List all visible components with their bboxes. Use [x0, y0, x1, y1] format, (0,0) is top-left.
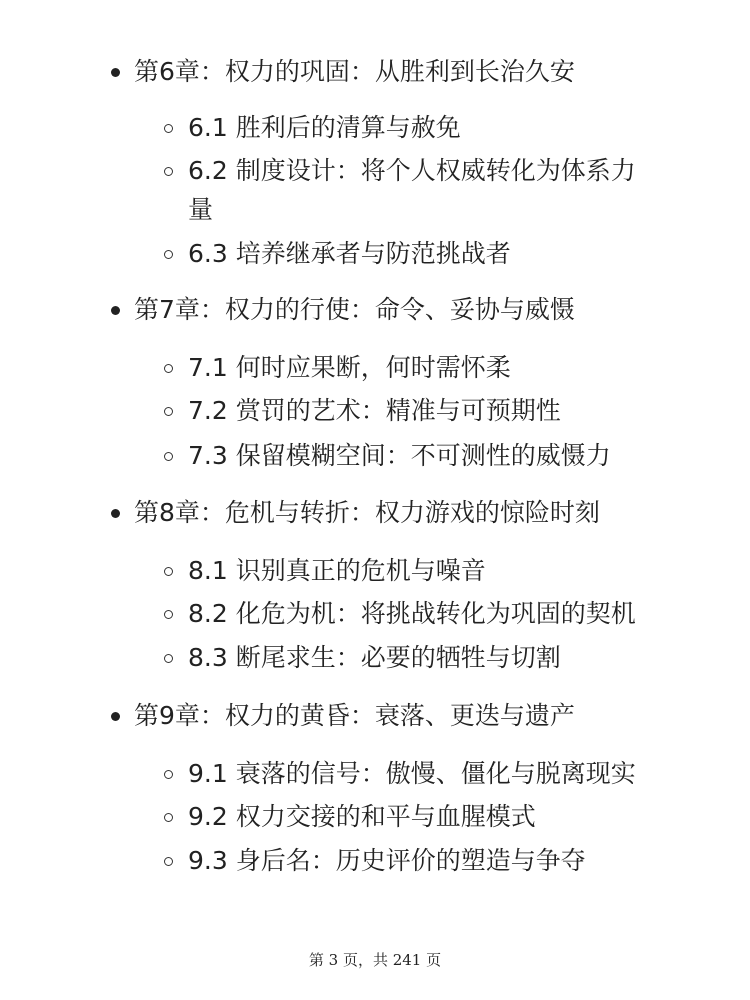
section-bullet [164, 452, 173, 461]
chapter-heading: 第6章：权力的巩固：从胜利到长治久安 [134, 57, 575, 86]
page-footer: 第 3 页，共 241 页 [308, 951, 442, 969]
section-item: 8.1 识别真正的危机与噪音 [188, 556, 486, 585]
section-bullet [164, 654, 173, 663]
chapter-bullet [111, 68, 120, 77]
section-item: 7.1 何时应果断，何时需怀柔 [188, 353, 511, 382]
section-item: 7.3 保留模糊空间：不可测性的威慑力 [188, 441, 611, 470]
section-item: 7.2 赏罚的艺术：精准与可预期性 [188, 396, 561, 425]
section-bullet [164, 813, 173, 822]
chapter-bullet [111, 712, 120, 721]
section-bullet [164, 407, 173, 416]
section-bullet [164, 770, 173, 779]
section-item: 6.1 胜利后的清算与赦免 [188, 113, 461, 142]
chapter-heading: 第9章：权力的黄昏：衰落、更迭与遗产 [134, 701, 575, 730]
section-bullet [164, 610, 173, 619]
section-item: 9.1 衰落的信号：傲慢、僵化与脱离现实 [188, 759, 636, 788]
section-bullet [164, 364, 173, 373]
section-bullet [164, 857, 173, 866]
section-item: 9.3 身后名：历史评价的塑造与争夺 [188, 846, 586, 875]
section-bullet [164, 567, 173, 576]
section-item: 6.2 制度设计：将个人权威转化为体系力 [188, 156, 636, 185]
section-bullet [164, 167, 173, 176]
section-item-wrap: 量 [188, 195, 214, 224]
section-item: 8.3 断尾求生：必要的牺牲与切割 [188, 643, 561, 672]
section-item: 6.3 培养继承者与防范挑战者 [188, 239, 511, 268]
chapter-bullet [111, 306, 120, 315]
chapter-bullet [111, 509, 120, 518]
section-item: 9.2 权力交接的和平与血腥模式 [188, 802, 536, 831]
section-bullet [164, 250, 173, 259]
section-bullet [164, 124, 173, 133]
chapter-heading: 第8章：危机与转折：权力游戏的惊险时刻 [134, 498, 600, 527]
section-item: 8.2 化危为机：将挑战转化为巩固的契机 [188, 599, 636, 628]
chapter-heading: 第7章：权力的行使：命令、妥协与威慑 [134, 295, 575, 324]
